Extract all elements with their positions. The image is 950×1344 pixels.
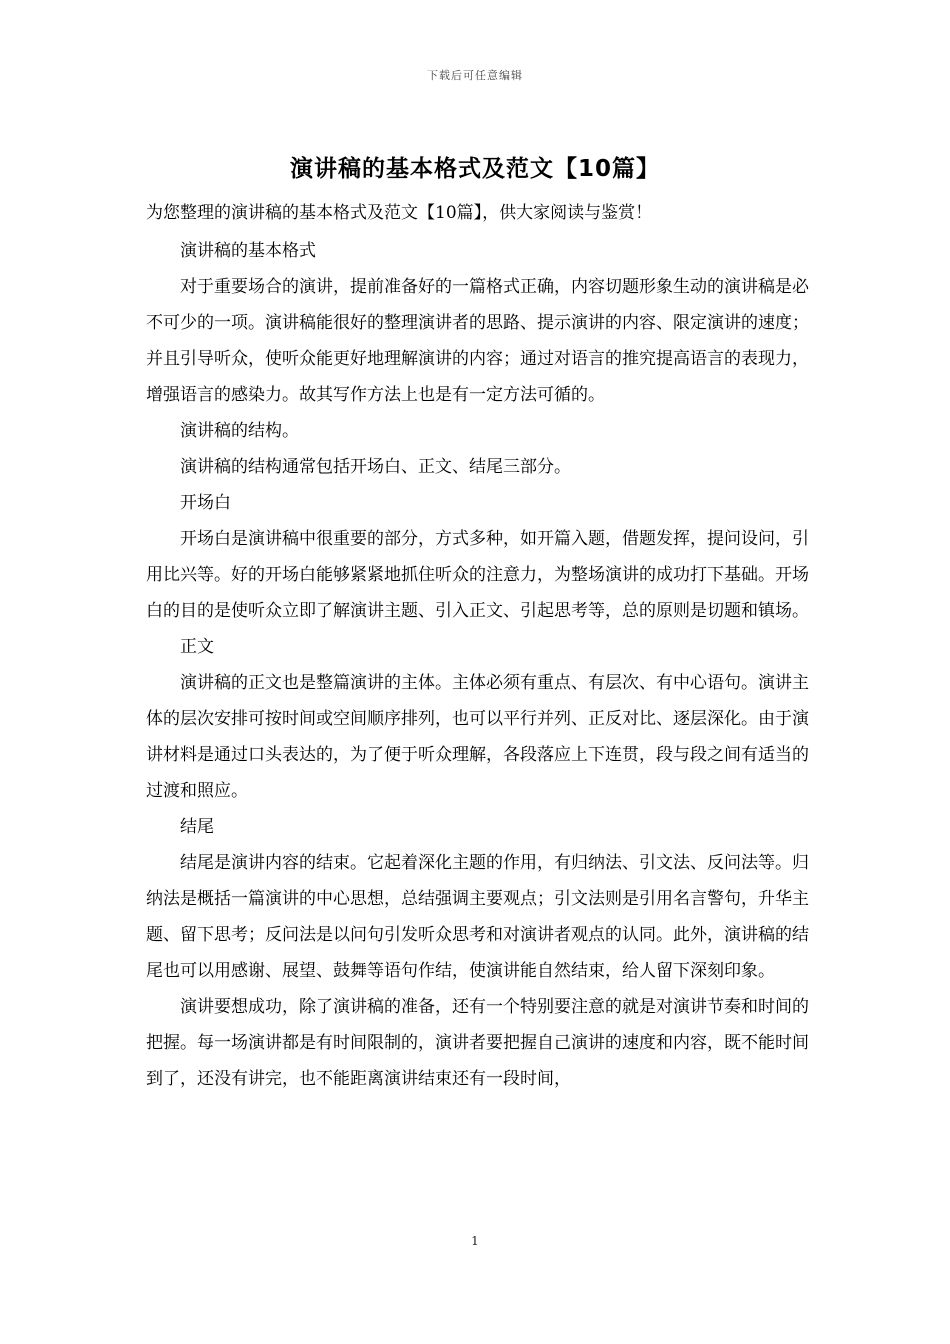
section-heading-ending: 结尾 <box>180 817 214 837</box>
page-number: 1 <box>471 1234 479 1248</box>
document-title: 演讲稿的基本格式及范文【10篇】 <box>289 156 660 182</box>
section-heading-main: 正文 <box>180 637 214 657</box>
intro-paragraph: 为您整理的演讲稿的基本格式及范文【10篇】，供大家阅读与鉴赏！ <box>146 203 653 223</box>
paragraph-ending: 结尾是演讲内容的结束。它起着深化主题的作用，有归纳法、引文法、反问法等。归纳法是概括一篇演讲的中心思想，总结强调主要观点；引文法则是引用名言警句，升华主题、留下思考；反问法是以问句引发听众思考和对演讲者观点的认同。此外，演讲稿的结尾也可以用感谢、展望、鼓舞等语句作结，使演讲能自然结束，给人留下深刻印象。 <box>146 853 809 981</box>
section-heading-basic-format: 演讲稿的基本格式 <box>180 241 316 261</box>
paragraph-basic-format: 对于重要场合的演讲，提前准备好的一篇格式正确，内容切题形象生动的演讲稿是必不可少的一项。演讲稿能很好的整理演讲者的思路、提示演讲的内容、限定演讲的速度；并且引导听众，使听众能更好地理解演讲的内容；通过对语言的推究提高语言的表现力，增强语言的感染力。故其写作方法上也是有一定方法可循的。 <box>146 277 809 405</box>
page-header: 下载后可任意编辑 <box>427 69 523 82</box>
section-heading-opening: 开场白 <box>180 493 231 513</box>
document-body <box>146 195 818 1097</box>
paragraph-main: 演讲稿的正文也是整篇演讲的主体。主体必须有重点、有层次、有中心语句。演讲主体的层次安排可按时间或空间顺序排列，也可以平行并列、正反对比、逐层深化。由于演讲材料是通过口头表达的，为了便于听众理解，各段落应上下连贯，段与段之间有适当的过渡和照应。 <box>146 673 809 801</box>
paragraph-timing: 演讲要想成功，除了演讲稿的准备，还有一个特别要注意的就是对演讲节奏和时间的把握。每一场演讲都是有时间限制的，演讲者要把握自己演讲的速度和内容，既不能时间到了，还没有讲完，也不能距离演讲结束还有一段时间， <box>146 997 809 1089</box>
paragraph-opening: 开场白是演讲稿中很重要的部分，方式多种，如开篇入题，借题发挥，提问设问，引用比兴等。好的开场白能够紧紧地抓住听众的注意力，为整场演讲的成功打下基础。开场白的目的是使听众立即了解演讲主题、引入正文、引起思考等，总的原则是切题和镇场。 <box>146 529 809 621</box>
section-heading-structure: 演讲稿的结构。 <box>180 421 299 441</box>
paragraph-structure: 演讲稿的结构通常包括开场白、正文、结尾三部分。 <box>180 457 571 477</box>
